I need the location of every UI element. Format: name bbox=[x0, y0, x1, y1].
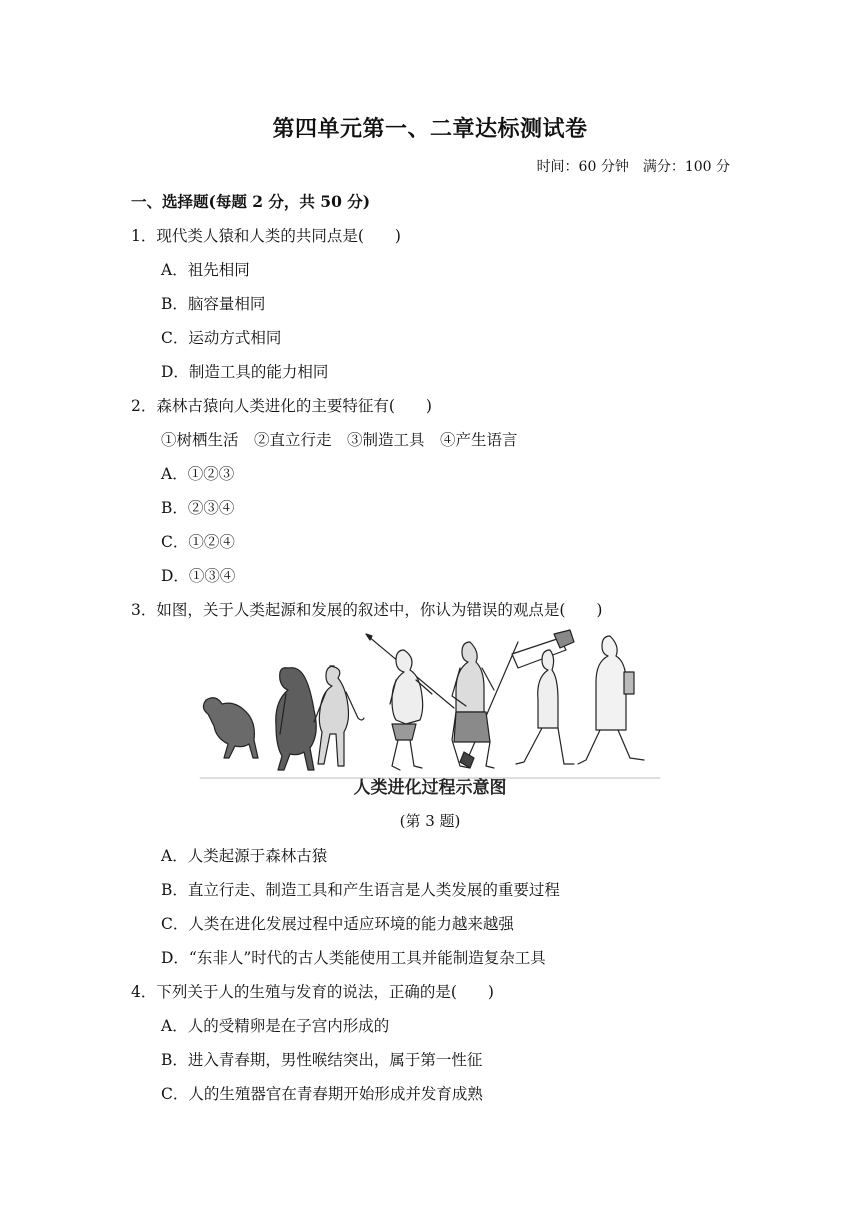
question-2-option-c: C．①②④ bbox=[161, 533, 235, 551]
figure-caption: (第 3 题) bbox=[399, 812, 461, 830]
question-2-option-d: D．①③④ bbox=[161, 567, 236, 585]
question-2-option-a: A．①②③ bbox=[161, 465, 235, 483]
question-1-option-a: A．祖先相同 bbox=[161, 261, 250, 279]
human-evolution-figure bbox=[190, 628, 670, 800]
question-3-option-d: D．“东非人”时代的古人类能使用工具并能制造复杂工具 bbox=[161, 949, 546, 967]
question-1-option-c: C．运动方式相同 bbox=[161, 329, 282, 347]
page-title: 第四单元第一、二章达标测试卷 bbox=[272, 116, 588, 142]
question-4-option-a: A．人的受精卵是在子宫内形成的 bbox=[161, 1017, 390, 1035]
question-2-statements: ①树栖生活 ②直立行走 ③制造工具 ④产生语言 bbox=[161, 431, 518, 449]
man-with-axe-icon bbox=[452, 642, 518, 768]
ape-icon bbox=[203, 698, 258, 758]
hunter-with-spear-icon bbox=[366, 634, 454, 770]
question-3-option-c: C．人类在进化发展过程中适应环境的能力越来越强 bbox=[161, 915, 514, 933]
question-2-option-b: B．②③④ bbox=[161, 499, 235, 517]
question-1-option-d: D．制造工具的能力相同 bbox=[161, 363, 329, 381]
modern-man-with-pipe-icon bbox=[512, 630, 574, 764]
early-hominin-icon bbox=[314, 666, 364, 766]
question-3-option-a: A．人类起源于森林古猿 bbox=[161, 847, 328, 865]
exam-meta: 时间：60 分钟 满分：100 分 bbox=[536, 159, 730, 175]
question-2-stem: 2．森林古猿向人类进化的主要特征有( ) bbox=[131, 397, 432, 415]
figure-title: 人类进化过程示意图 bbox=[353, 778, 507, 798]
question-1-stem: 1．现代类人猿和人类的共同点是( ) bbox=[131, 227, 401, 245]
question-3-stem: 3．如图，关于人类起源和发展的叙述中，你认为错误的观点是( ) bbox=[131, 601, 603, 619]
question-3-option-b: B．直立行走、制造工具和产生语言是人类发展的重要过程 bbox=[161, 881, 560, 899]
section-heading: 一、选择题(每题 2 分，共 50 分) bbox=[131, 192, 371, 211]
stooped-ape-icon bbox=[276, 668, 317, 770]
question-1-option-b: B．脑容量相同 bbox=[161, 295, 266, 313]
question-4-option-b: B．进入青春期，男性喉结突出，属于第一性征 bbox=[161, 1051, 483, 1069]
question-4-option-c: C．人的生殖器官在青春期开始形成并发育成熟 bbox=[161, 1085, 483, 1103]
modern-man-with-book-icon bbox=[578, 636, 644, 764]
question-4-stem: 4．下列关于人的生殖与发育的说法，正确的是( ) bbox=[131, 983, 494, 1001]
